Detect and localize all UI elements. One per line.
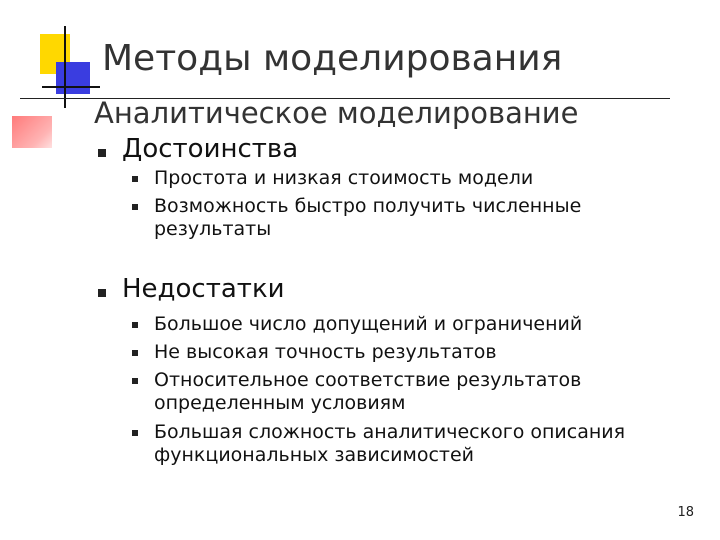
list-item-continuation: результаты: [154, 218, 272, 240]
logo-horizontal-line: [42, 86, 100, 88]
bullet-square-icon: [98, 289, 106, 297]
list-item: Большое число допущений и ограничений: [154, 313, 583, 335]
slide-title: Методы моделирования: [102, 38, 563, 79]
bullet-square-icon: [132, 322, 138, 328]
bullet-square-icon: [98, 149, 106, 157]
bullet-square-icon: [132, 204, 138, 210]
logo-red-square: [12, 116, 52, 148]
list-item: Простота и низкая стоимость модели: [154, 167, 534, 189]
slide-subtitle: Аналитическое моделирование: [94, 96, 579, 130]
page-number: 18: [677, 505, 694, 520]
logo-vertical-line: [64, 26, 66, 108]
bullet-square-icon: [132, 378, 138, 384]
list-item: Не высокая точность результатов: [154, 341, 497, 363]
bullet-square-icon: [132, 350, 138, 356]
logo-blue-square: [56, 62, 90, 94]
section-heading-disadvantages: Недостатки: [122, 274, 285, 304]
bullet-square-icon: [132, 176, 138, 182]
section-heading-advantages: Достоинства: [122, 134, 299, 164]
list-item: Относительное соответствие результатов: [154, 369, 582, 391]
bullet-square-icon: [132, 430, 138, 436]
list-item-continuation: определенным условиям: [154, 392, 406, 414]
list-item: Возможность быстро получить численные: [154, 195, 582, 217]
list-item-continuation: функциональных зависимостей: [154, 444, 475, 466]
list-item: Большая сложность аналитического описания: [154, 421, 626, 443]
